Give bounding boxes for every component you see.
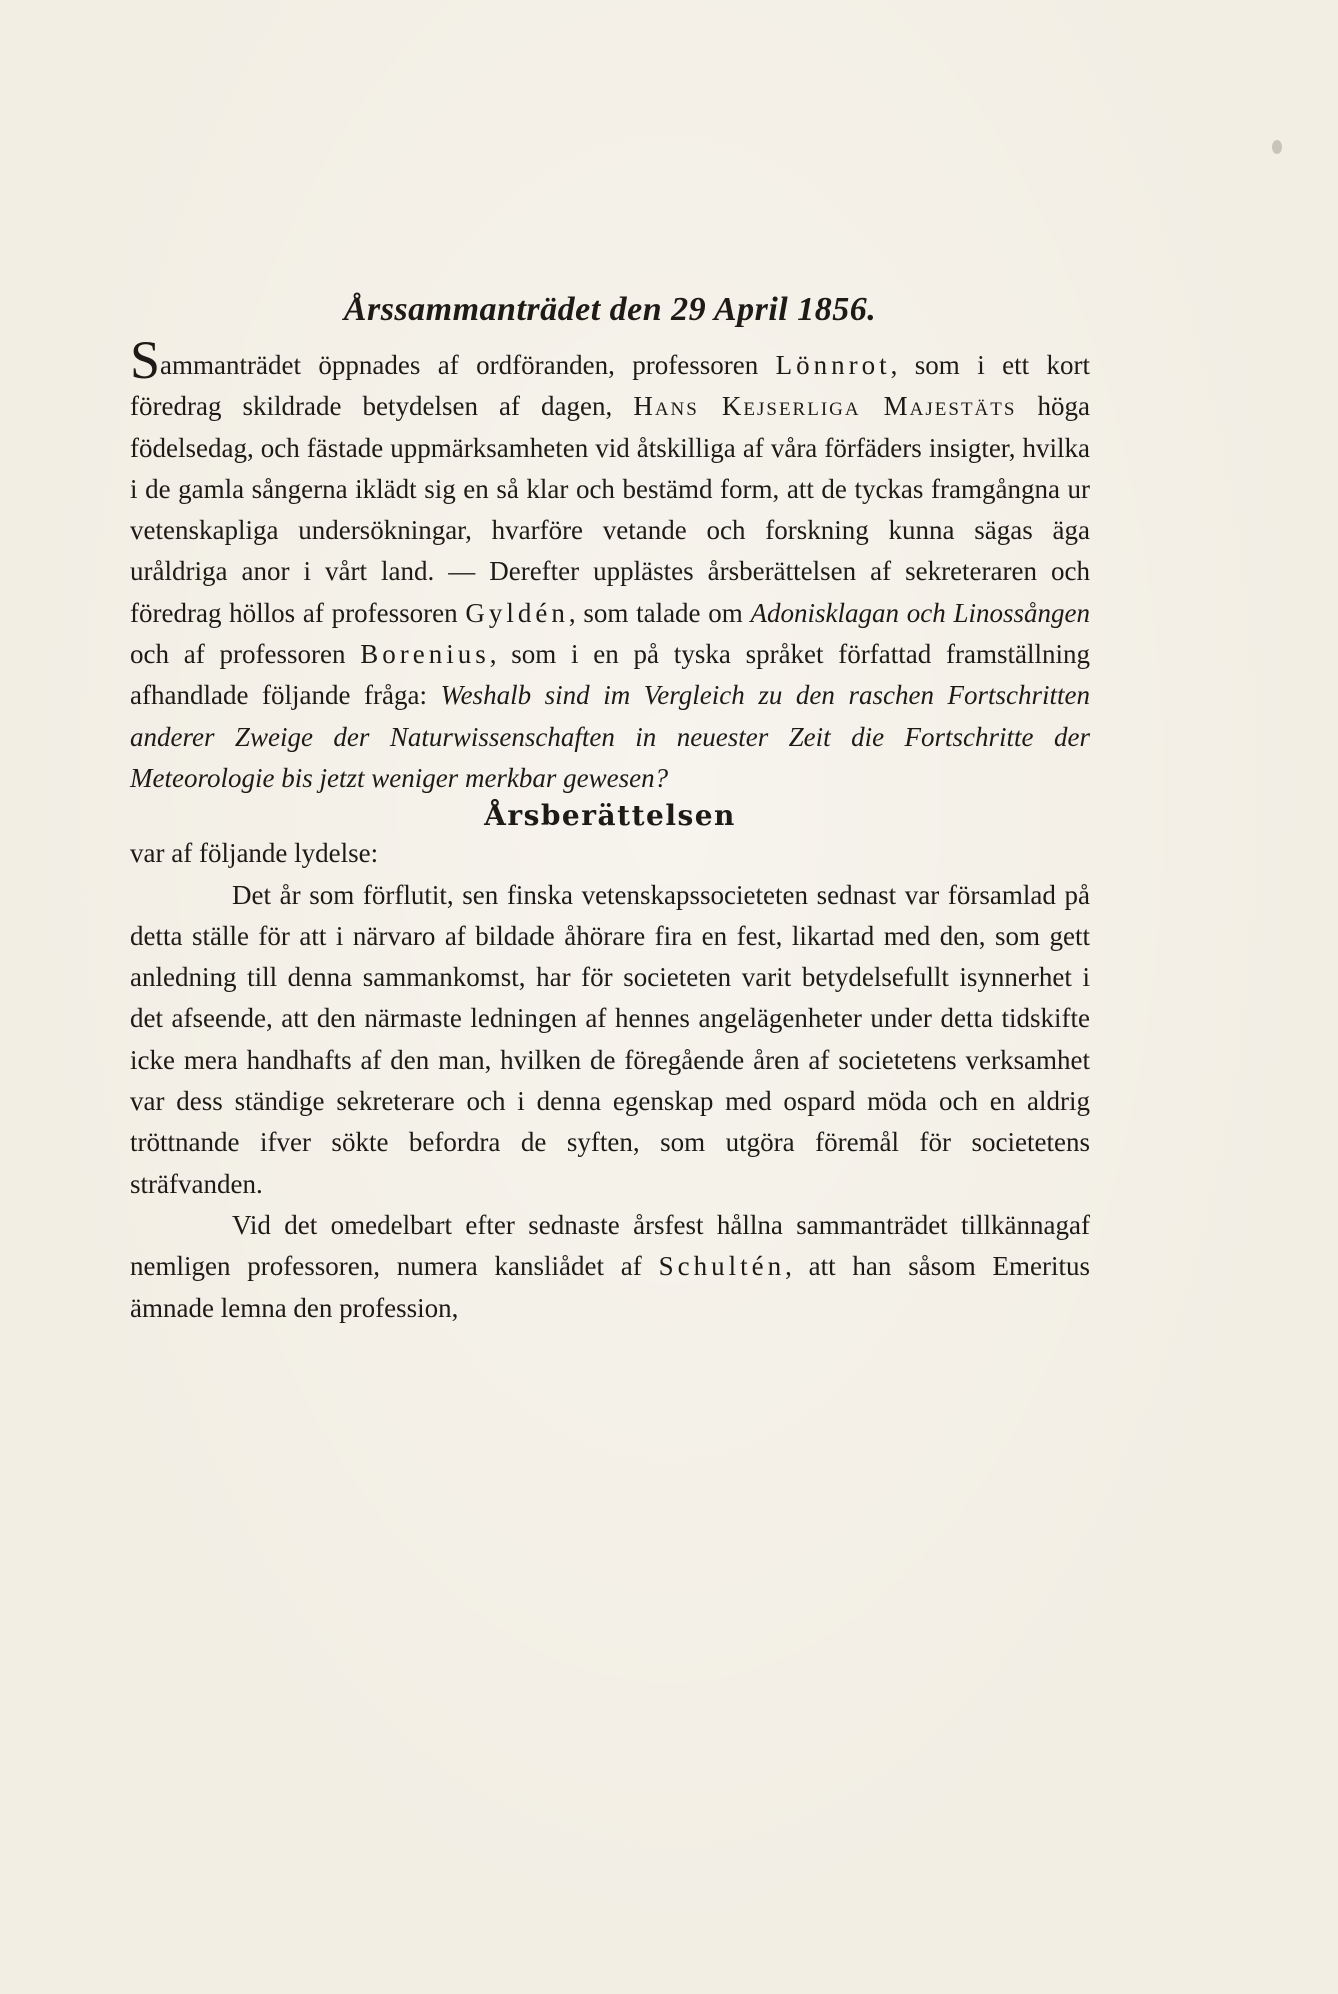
paragraph-opening — [130, 330, 1091, 799]
person-name: Schultén — [658, 1251, 786, 1282]
german-question: Weshalb sind im Vergleich zu den raschen Fortschritten anderer Zweige der Naturwissenschaften in neuester Zeit die Fortschritte der Meteorologie bis jetzt weniger merkbar gewesen? — [130, 680, 1091, 793]
paragraph-text: , som i en på tyska språket författad framställning afhandlade följande fråga: — [130, 639, 1090, 711]
drop-cap: S — [130, 330, 161, 390]
paragraph-intro: var af följande lydelse: — [130, 838, 379, 869]
paragraph-text: , som i ett kort föredrag skildrade betydelsen af dagen, — [130, 350, 1090, 422]
small-caps-title: Hans Kejserliga Majestäts — [633, 391, 1017, 422]
paragraph-text: , att han såsom Emeritus ämnade lemna den profession, — [130, 1251, 1091, 1323]
paragraph-text: höga födelsedag, och fästade uppmärksamheten vid åtskilliga af våra förfäders insigter, hvilka i de gamla sångerna iklädt sig en så klar och bestämd form, att de tyckas framgångna ur vetenskapliga undersökningar, hvarföre vetande och forskning kunna sägas äga uråldriga anor i vårt land. — Derefter upplästes årsberättelsen af sekreteraren och föredrag höllos af professoren — [130, 391, 1090, 628]
person-name: Borenius — [360, 639, 490, 670]
section-subheading: Årsberättelsen — [484, 799, 736, 833]
paragraph-report: Det år som förflutit, sen finska vetenskapssocieteten sednast var församlad på detta ställe för att i närvaro af bildade åhörare fira en fest, likartad med den, som gett anledning till denna sammankomst, har för societeten varit betydelsefullt isynnerhet i det afseende, att den närmaste ledningen af hennes angelägenheter under detta tidskifte icke mera handhafts af den man, hvilken de föregående åren af societetens verksamhet var dess ständige sekreterare och i denna egenskap med ospard möda och en aldrig tröttnande ifver sökte befordra de syften, som utgöra föremål för societetens sträfvanden. — [130, 879, 1090, 1199]
paragraph-text: ammanträdet öppnades af ordföranden, professoren — [160, 350, 776, 380]
person-name: Lönnrot — [775, 350, 891, 380]
paragraph-text: , som talade om — [568, 597, 751, 628]
lecture-title: Adonisklagan och Linossången — [750, 597, 1090, 628]
person-name: Gyldén — [465, 597, 569, 628]
page-heading: Årssammanträdet den 29 April 1856. — [343, 291, 877, 328]
paper-speck — [1272, 140, 1282, 154]
document-text-block — [130, 288, 1090, 1329]
paragraph-continuation — [130, 1205, 1090, 1329]
paragraph-text: Vid det omedelbart efter sednaste årsfest hållna sammanträdet tillkännagaf nemligen professoren, numera kansliådet af — [130, 1209, 1090, 1282]
paragraph-text: och af professoren — [130, 639, 361, 670]
